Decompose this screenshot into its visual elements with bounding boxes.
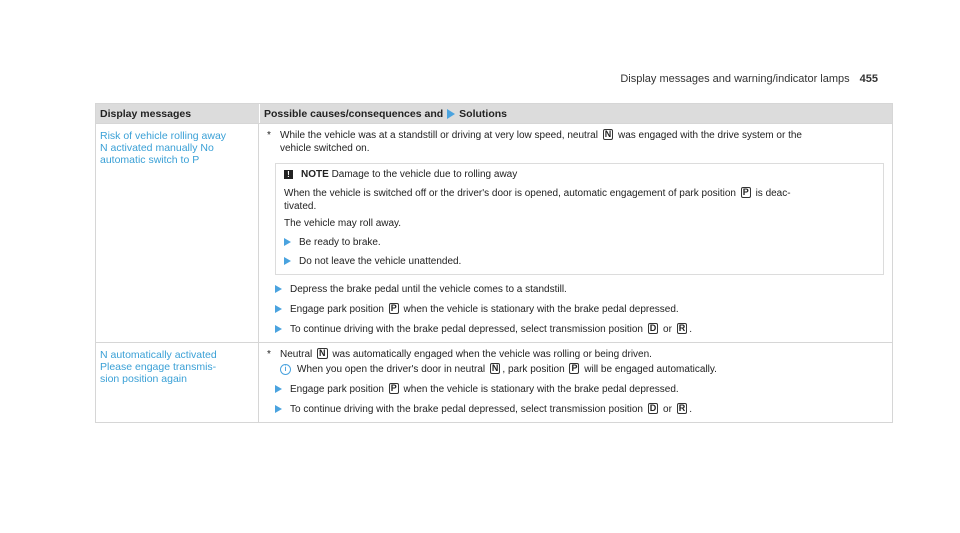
table-row — [96, 342, 892, 422]
step-arrow-icon — [275, 385, 282, 393]
gear-n-key: N — [319, 348, 326, 358]
gear-n-key: N — [491, 363, 499, 373]
cause-text: was automatically engaged when the vehicle was rolling or being driven. — [332, 349, 652, 360]
col-causes-label: Possible causes/consequences and — [264, 107, 444, 120]
solution-steps — [275, 283, 884, 336]
note-paragraph: The vehicle may roll away. — [284, 218, 402, 229]
step-arrow-icon — [284, 238, 291, 246]
gear-d-key: D — [649, 403, 657, 413]
step-text: Engage park position — [290, 304, 384, 315]
page-header — [620, 73, 878, 85]
step-arrow-icon — [275, 285, 282, 293]
note-text: When the vehicle is switched off or the driver's door is opened, automatic engagement of park position — [284, 188, 736, 199]
step-text: To continue driving with the brake pedal depressed, select transmission position — [290, 324, 643, 335]
gear-n-key: N — [604, 129, 612, 139]
step-arrow-icon — [284, 257, 291, 265]
note-paragraph — [284, 187, 875, 213]
gear-r-key: R — [678, 403, 686, 413]
solution-step — [275, 303, 884, 316]
col-solutions-label: Solutions — [459, 107, 508, 120]
info-icon: i — [280, 364, 291, 375]
cause-text: Neutral — [280, 349, 313, 360]
step-arrow-icon — [275, 325, 282, 333]
cause-item — [267, 129, 884, 155]
step-arrow-icon — [275, 405, 282, 413]
note-text: is deac- — [755, 188, 791, 199]
step-text: Engage park position — [290, 384, 384, 395]
cause-text: vehicle switched on. — [280, 143, 370, 154]
step-text: when the vehicle is stationary with the brake pedal depressed. — [403, 384, 679, 395]
note-text: tivated. — [284, 201, 317, 212]
message-cell — [96, 124, 259, 342]
message-cell — [96, 343, 259, 422]
gear-p-key: P — [571, 363, 578, 373]
gear-p-key: P — [390, 383, 397, 393]
info-text: will be engaged automatically. — [584, 364, 717, 375]
solution-cell — [259, 343, 892, 422]
message-line: automatic switch to P — [100, 154, 200, 166]
step-text: or — [663, 404, 672, 415]
note-step — [284, 255, 875, 268]
message-line: Please engage transmis- — [100, 361, 217, 373]
note-label: NOTE — [301, 169, 329, 180]
arrow-right-icon — [447, 109, 455, 119]
note-heading: Damage to the vehicle due to rolling away — [331, 169, 518, 180]
solution-steps — [275, 383, 884, 416]
asterisk-icon: * — [267, 130, 271, 141]
gear-p-key: P — [742, 187, 749, 197]
note-step — [284, 236, 875, 249]
table-header — [96, 104, 892, 123]
warning-icon: ! — [284, 170, 293, 179]
message-line: N automatically activated — [100, 349, 217, 361]
info-line — [280, 363, 717, 376]
step-text: Be ready to brake. — [299, 237, 381, 248]
col-causes-solutions — [259, 104, 892, 123]
message-line: Risk of vehicle rolling away — [100, 130, 227, 142]
note-box — [275, 163, 884, 275]
solution-cell — [259, 124, 892, 342]
step-text: To continue driving with the brake pedal depressed, select transmission position — [290, 404, 643, 415]
asterisk-icon: * — [267, 349, 271, 360]
message-line: sion position again — [100, 373, 187, 385]
step-text: Do not leave the vehicle unattended. — [299, 256, 462, 267]
page-number: 455 — [859, 73, 878, 85]
message-line: N activated manually No — [100, 142, 214, 154]
messages-table — [95, 103, 893, 423]
col-display-messages: Display messages — [100, 107, 192, 120]
cause-item — [267, 348, 884, 376]
table-row — [96, 123, 892, 342]
gear-r-key: R — [678, 323, 686, 333]
solution-step: To continue driving with the brake pedal depressed, select transmission position D or R . — [275, 323, 884, 336]
cause-text: While the vehicle was at a standstill or driving at very low speed, neutral — [280, 130, 598, 141]
step-arrow-icon — [275, 305, 282, 313]
note-title — [284, 168, 875, 181]
page-header-title: Display messages and warning/indicator lamps — [620, 73, 850, 85]
gear-d-key: D — [649, 323, 657, 333]
solution-step — [275, 283, 884, 296]
step-text: when the vehicle is stationary with the brake pedal depressed. — [403, 304, 679, 315]
info-text: When you open the driver's door in neutral — [297, 364, 486, 375]
step-text: Depress the brake pedal until the vehicle comes to a standstill. — [290, 284, 567, 295]
solution-step: To continue driving with the brake pedal depressed, select transmission position D or R . — [275, 403, 884, 416]
step-text: or — [663, 324, 672, 335]
cause-text: was engaged with the drive system or the — [618, 130, 802, 141]
info-text: , park position — [502, 364, 565, 375]
solution-step — [275, 383, 884, 396]
gear-p-key: P — [390, 303, 397, 313]
